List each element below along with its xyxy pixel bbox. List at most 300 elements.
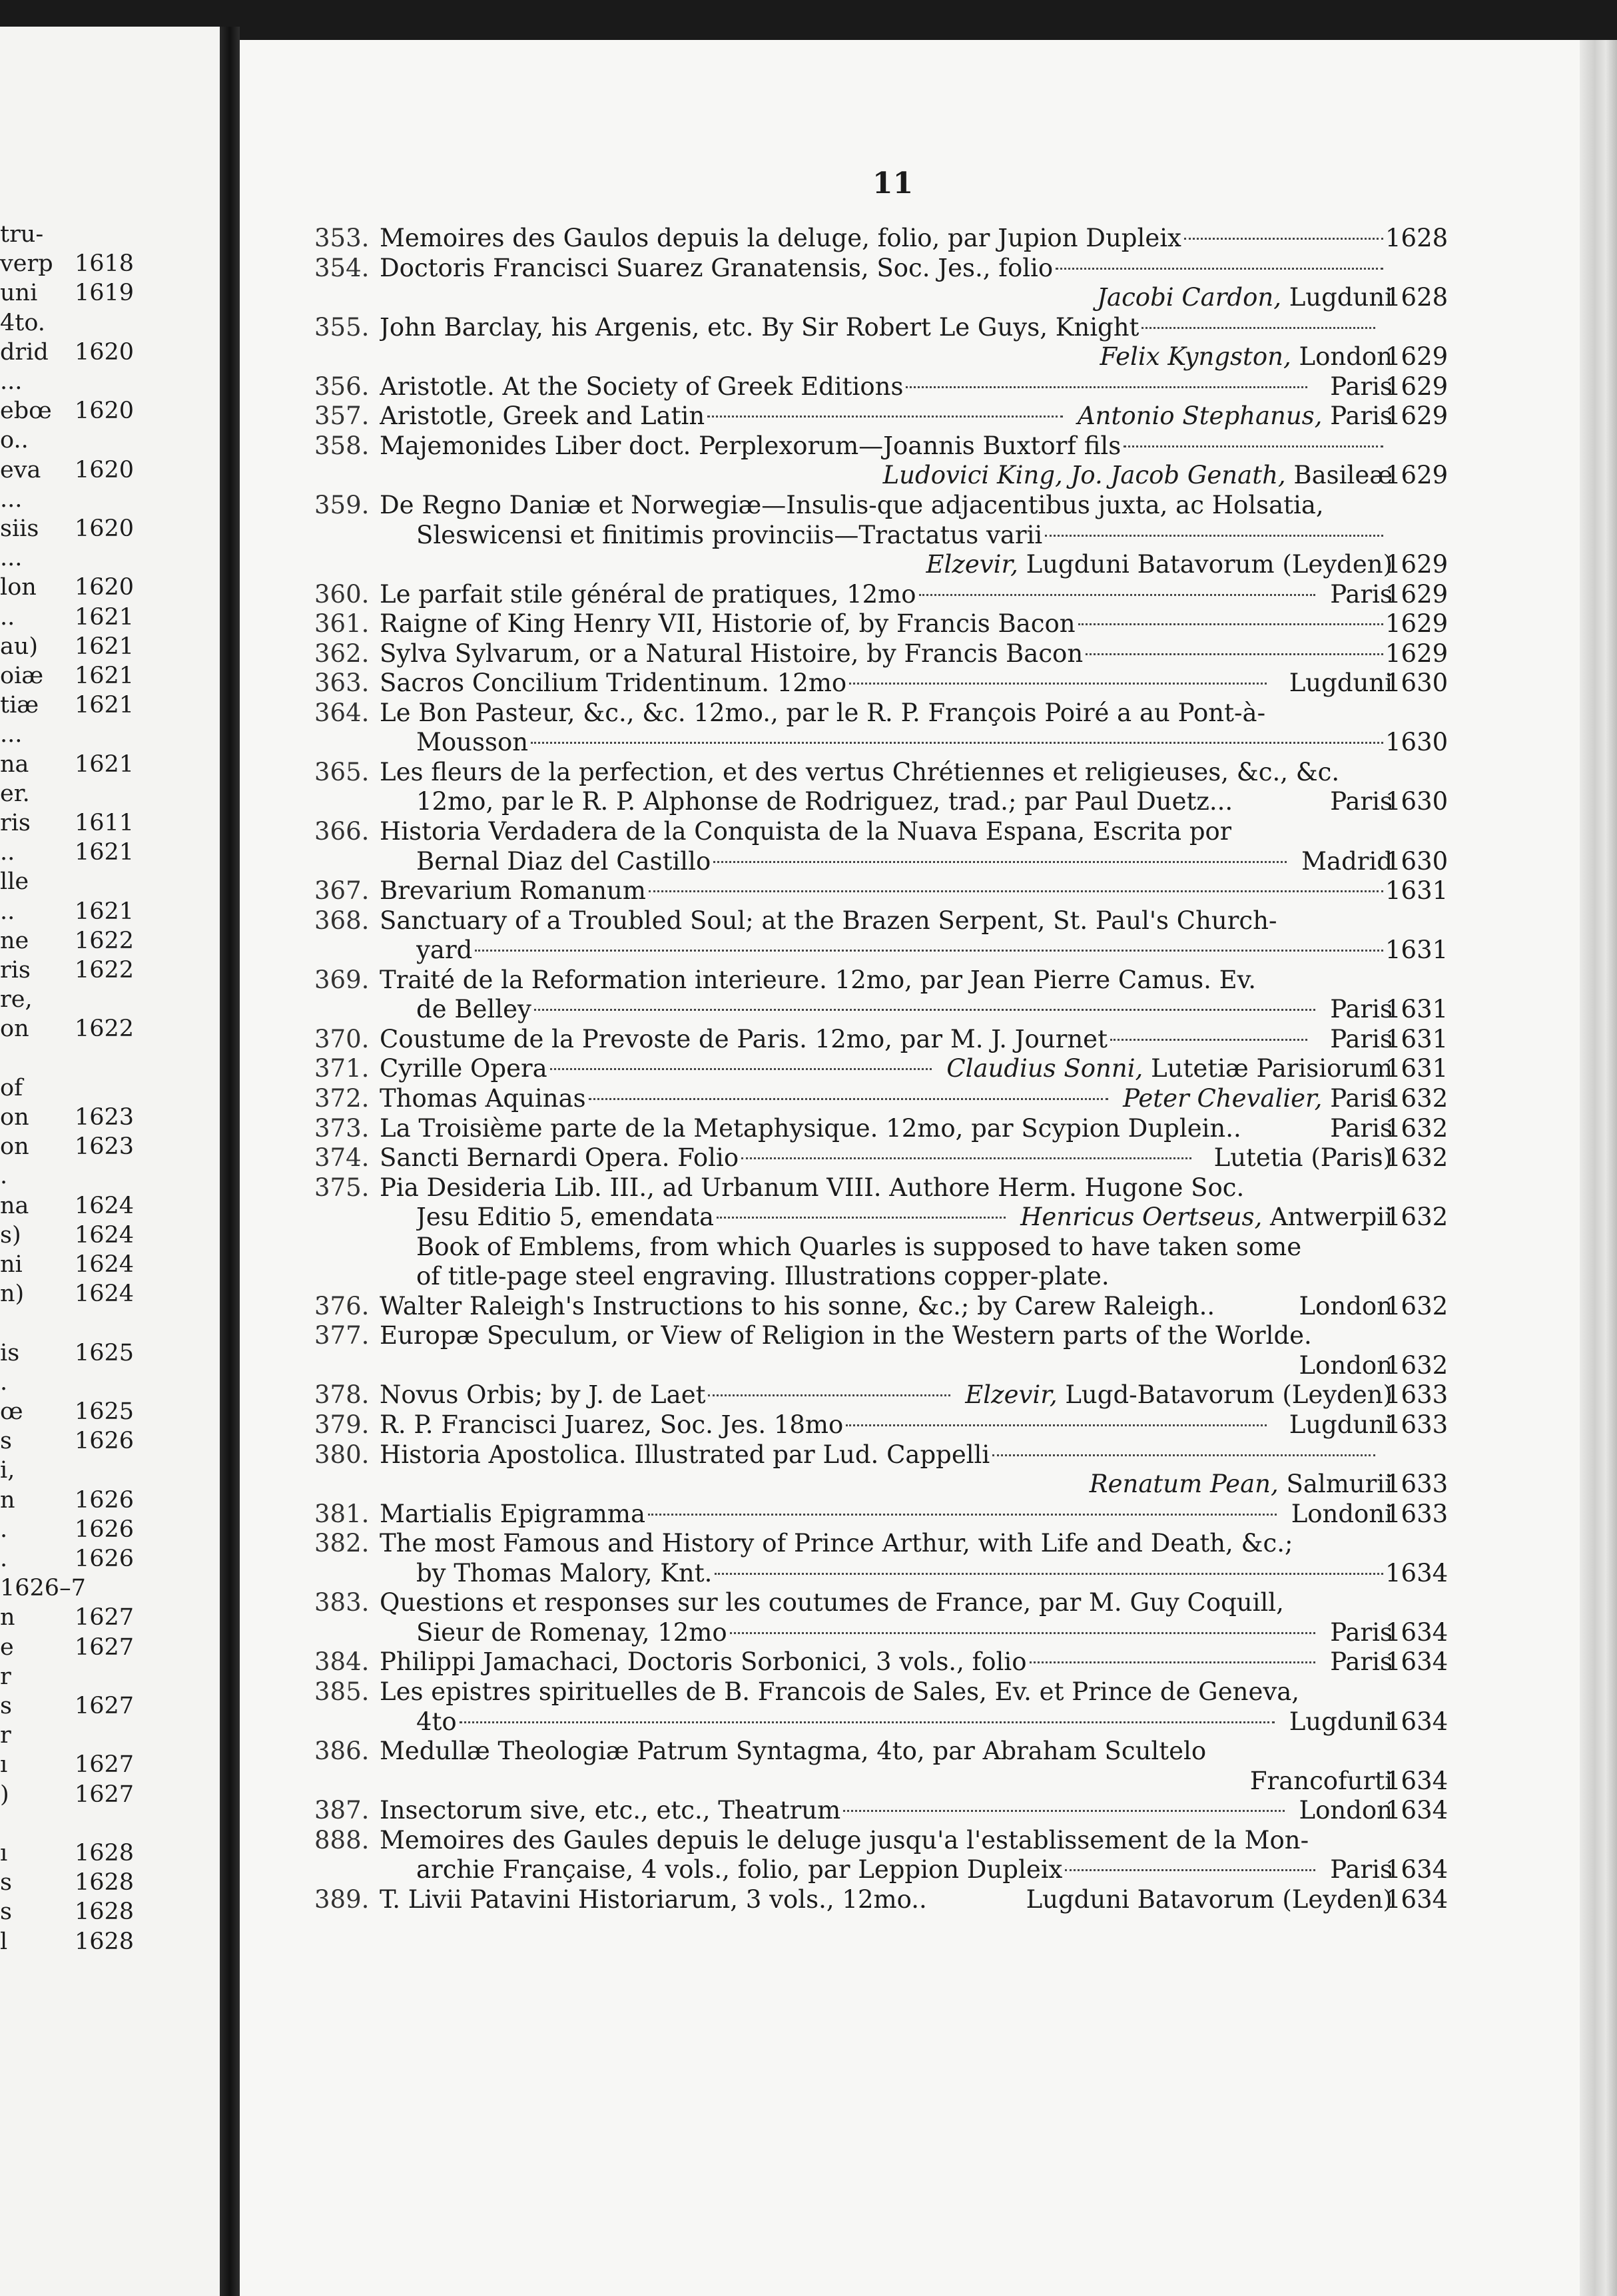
entry-number: 389. <box>314 1884 370 1914</box>
publisher-place: Ludovici King, Jo. Jacob Genath, Basileæ <box>882 461 1393 490</box>
fragment-word: ne <box>0 927 29 954</box>
catalogue-line <box>0 1795 1617 1826</box>
fragment-word: oiæ <box>0 663 44 689</box>
entry-text: Memoires des Gaules depuis le deluge jusqu'a l'establissement de la Mon- <box>380 1825 1309 1855</box>
fragment-word: . <box>0 1163 8 1190</box>
entry-text: Philippi Jamachaci, Doctoris Sorbonici, 3 vols., folio <box>380 1647 1318 1677</box>
entry-number: 359. <box>314 490 370 519</box>
entry-number: 356. <box>314 372 370 401</box>
entry-text: Sancti Bernardi Opera. Folio <box>380 1143 1194 1173</box>
catalogue-line <box>0 1736 1617 1767</box>
publisher-place: Paris <box>1330 579 1393 609</box>
fragment-word: au) <box>0 633 39 660</box>
dot-leader <box>717 1217 1006 1219</box>
fragment-year: 1627 <box>75 1781 135 1808</box>
fragment-word: ... <box>0 485 23 513</box>
entry-text: Sieur de Romenay, 12mo <box>416 1617 1318 1648</box>
publication-year: 1631 <box>1385 936 1449 965</box>
catalogue-line <box>0 1469 1617 1500</box>
publisher-place: Lugduni Batavorum (Leyden) <box>1026 1884 1393 1914</box>
publication-year: 1634 <box>1385 1558 1449 1587</box>
fragment-word: ... <box>0 545 23 572</box>
dot-leader <box>846 1424 1267 1426</box>
catalogue-line <box>0 1410 1617 1440</box>
fragment-year: 1624 <box>75 1221 135 1249</box>
publication-year: 1629 <box>1385 609 1449 639</box>
publication-year: 1629 <box>1385 402 1449 431</box>
fragment-word: na <box>0 1192 29 1219</box>
publisher-place: London <box>1299 1291 1393 1320</box>
publisher-place: Paris <box>1330 1113 1393 1143</box>
publication-year: 1630 <box>1385 846 1449 876</box>
entry-number: 354. <box>314 253 370 282</box>
catalogue-line <box>0 1707 1617 1737</box>
publication-year: 1633 <box>1385 1380 1449 1410</box>
entry-number: 386. <box>314 1737 370 1766</box>
catalogue-line <box>0 786 1617 817</box>
catalogue-line <box>0 639 1617 669</box>
publication-year: 1629 <box>1385 461 1449 490</box>
fragment-word: tru- <box>0 221 44 248</box>
fragment-word: ... <box>0 368 23 395</box>
entry-text: John Barclay, his Argenis, etc. By Sir Robert Le Guys, Knight <box>380 312 1378 343</box>
entry-text: Insectorum sive, etc., etc., Theatrum <box>380 1795 1287 1826</box>
fragment-year: 1621 <box>75 692 135 719</box>
publication-year: 1632 <box>1385 1203 1449 1232</box>
fragment-year: 1628 <box>75 1869 135 1896</box>
fragment-word: uni <box>0 280 38 307</box>
catalogue-line <box>0 1380 1617 1410</box>
entry-text: La Troisième parte de la Metaphysique. 12mo, par Scypion Duplein.. <box>380 1113 1241 1143</box>
catalogue-line <box>0 1053 1617 1084</box>
publisher-place: Felix Kyngston, London <box>1100 342 1393 372</box>
catalogue-line <box>0 1558 1617 1589</box>
catalogue-line <box>0 372 1617 402</box>
publisher-place: Antonio Stephanus, Paris <box>1077 402 1393 431</box>
fragment-year: 1621 <box>75 603 135 631</box>
fragment-year: 1628 <box>75 1928 135 1955</box>
catalogue-line <box>0 1587 1617 1618</box>
entry-text: Medullæ Theologiæ Patrum Syntagma, 4to, par Abraham Scultelo <box>380 1737 1207 1766</box>
publisher-place: Francofurti <box>1249 1766 1393 1795</box>
dot-leader <box>648 1514 1277 1516</box>
fragment-year: 1621 <box>75 898 135 925</box>
catalogue-line <box>0 1083 1617 1114</box>
catalogue-line <box>0 223 1617 254</box>
entry-text: Les fleurs de la perfection, et des vertus Chrétiennes et religieuses, &c., &c. <box>380 757 1340 786</box>
dot-leader <box>1065 1869 1315 1871</box>
dot-leader <box>1056 268 1383 270</box>
dot-leader <box>741 1157 1191 1159</box>
publication-year: 1629 <box>1385 550 1449 579</box>
dot-leader <box>1141 327 1375 329</box>
fragment-year: 1621 <box>75 633 135 660</box>
fragment-year: 1627 <box>75 1604 135 1631</box>
publication-year: 1634 <box>1385 1617 1449 1647</box>
catalogue-line <box>0 1499 1617 1530</box>
entry-text: Historia Verdadera de la Conquista de la Nuava Espana, Escrita por <box>380 817 1232 846</box>
entry-text: Aristotle. At the Society of Greek Editions <box>380 372 1310 402</box>
entry-text: of title-page steel engraving. Illustrations copper-plate. <box>416 1262 1110 1291</box>
fragment-word: is <box>0 1339 20 1366</box>
publication-year: 1631 <box>1385 1024 1449 1053</box>
entry-number: 376. <box>314 1291 370 1320</box>
fragment-word: na <box>0 750 29 778</box>
fragment-word: r <box>0 1663 11 1690</box>
fragment-year: 1628 <box>75 1898 135 1926</box>
publisher-place: Lugduni <box>1289 669 1393 698</box>
fragment-word: s <box>0 1693 12 1719</box>
entry-text: Book of Emblems, from which Quarles is supposed to have taken some <box>416 1232 1302 1261</box>
entry-text: Coustume de la Prevoste de Paris. 12mo, par M. J. Journet <box>380 1024 1310 1055</box>
catalogue-line <box>0 1884 1617 1915</box>
catalogue-line <box>0 253 1617 284</box>
entry-number: 373. <box>314 1113 370 1143</box>
fragment-year: 1627 <box>75 1633 135 1661</box>
entry-number: 355. <box>314 312 370 342</box>
fragment-year: 1626 <box>75 1546 135 1572</box>
dot-leader <box>730 1632 1316 1634</box>
catalogue-line <box>0 1766 1617 1797</box>
catalogue-line <box>0 609 1617 639</box>
fragment-word: l <box>0 1928 8 1955</box>
catalogue-line <box>0 1173 1617 1203</box>
fragment-word: s <box>0 1428 12 1455</box>
entry-text: Questions et responses sur les coutumes de France, par M. Guy Coquill, <box>380 1588 1284 1617</box>
fragment-word: lon <box>0 574 37 601</box>
fragment-word: lle <box>0 868 29 896</box>
publisher-place: Paris <box>1330 995 1393 1024</box>
entry-text: Thomas Aquinas <box>380 1083 1111 1114</box>
fragment-year: 1619 <box>75 280 135 307</box>
catalogue-line <box>0 1261 1617 1292</box>
catalogue-line <box>0 1232 1617 1263</box>
fragment-word: e <box>0 1633 14 1661</box>
catalogue-line <box>0 1350 1617 1381</box>
entry-text: Brevarium Romanum <box>380 876 1386 906</box>
catalogue-line <box>0 1202 1617 1233</box>
fragment-year: 1624 <box>75 1281 135 1308</box>
catalogue-line <box>0 1113 1617 1144</box>
entry-number: 380. <box>314 1440 370 1469</box>
fragment-year: 1626 <box>75 1516 135 1543</box>
catalogue-line <box>0 342 1617 372</box>
entry-number: 381. <box>314 1499 370 1528</box>
dot-leader <box>475 950 1383 952</box>
fragment-word: n <box>0 1604 15 1631</box>
publication-year: 1634 <box>1385 1796 1449 1825</box>
publication-year: 1633 <box>1385 1470 1449 1499</box>
entry-text: by Thomas Malory, Knt. <box>416 1558 1386 1589</box>
entry-text: de Belley <box>416 994 1318 1025</box>
catalogue-line <box>0 1617 1617 1648</box>
fragment-year: 1622 <box>75 957 135 984</box>
fragment-word: s) <box>0 1221 21 1249</box>
entry-text: Memoires des Gaulos depuis la deluge, folio, par Jupion Dupleix <box>380 223 1386 254</box>
publisher-place: Paris <box>1330 1024 1393 1053</box>
catalogue-line <box>0 935 1617 966</box>
fragment-year: 1623 <box>75 1133 135 1161</box>
dot-leader <box>1086 653 1383 655</box>
fragment-year: 1626 <box>75 1486 135 1514</box>
dot-leader <box>715 1573 1383 1575</box>
entry-text: yard <box>416 935 1386 966</box>
dot-leader <box>708 1394 950 1396</box>
publisher-place: Claudius Sonni, Lutetiæ Parisiorum <box>946 1054 1393 1083</box>
catalogue-line <box>0 1024 1617 1055</box>
publication-year: 1632 <box>1385 1291 1449 1320</box>
entry-text: Le parfait stile général de pratiques, 12mo <box>380 579 1318 610</box>
fragment-word: on <box>0 1015 29 1043</box>
entry-text: De Regno Daniæ et Norwegiæ—Insulis-que adjacentibus juxta, ac Holsatia, <box>380 490 1324 519</box>
fragment-year: 1627 <box>75 1693 135 1719</box>
publication-year: 1628 <box>1385 283 1449 312</box>
catalogue-line <box>0 816 1617 847</box>
fragment-word: ris <box>0 810 31 836</box>
publisher-place: Renatum Pean, Salmurii <box>1089 1470 1393 1499</box>
catalogue-line <box>0 282 1617 313</box>
fragment-word: r <box>0 1722 11 1749</box>
entry-number: 369. <box>314 965 370 994</box>
entry-text: Traité de la Reformation interieure. 12mo, par Jean Pierre Camus. Ev. <box>380 965 1256 994</box>
entry-text: Sylva Sylvarum, or a Natural Histoire, by Francis Bacon <box>380 639 1386 669</box>
publication-year: 1629 <box>1385 639 1449 668</box>
entry-text: Mousson <box>416 727 1386 758</box>
catalogue-line <box>0 460 1617 491</box>
catalogue-line <box>0 1143 1617 1173</box>
fragment-year: 1627 <box>75 1751 135 1779</box>
fragment-year: 1620 <box>75 456 135 483</box>
publication-year: 1634 <box>1385 1766 1449 1795</box>
catalogue-line <box>0 876 1617 906</box>
dot-leader <box>713 861 1287 863</box>
fragment-word: ı <box>0 1751 8 1779</box>
entry-number: 365. <box>314 757 370 786</box>
fragment-word: ) <box>0 1781 9 1808</box>
catalogue-line <box>0 579 1617 610</box>
entry-text: Novus Orbis; by J. de Laet <box>380 1380 953 1410</box>
publication-year: 1629 <box>1385 342 1449 372</box>
catalogue-line <box>0 698 1617 728</box>
publication-year: 1629 <box>1385 372 1449 401</box>
entry-number: 364. <box>314 698 370 727</box>
publisher-place: Londoni <box>1291 1499 1393 1528</box>
fragment-word: . <box>0 1546 8 1572</box>
fragment-year: 1624 <box>75 1251 135 1278</box>
publisher-place: Paris <box>1330 372 1393 401</box>
fragment-year: 1618 <box>75 250 135 278</box>
entry-number: 379. <box>314 1410 370 1439</box>
catalogue-line <box>0 1825 1617 1856</box>
entry-text: archie Française, 4 vols., folio, par Leppion Dupleix <box>416 1855 1318 1885</box>
entry-number: 357. <box>314 402 370 431</box>
entry-text: Le Bon Pasteur, &c., &c. 12mo., par le R. P. François Poiré a au Pont-à- <box>380 698 1266 727</box>
catalogue-line <box>0 520 1617 551</box>
catalogue-line <box>0 549 1617 580</box>
fragment-year: 1623 <box>75 1104 135 1131</box>
entry-text: Cyrille Opera <box>380 1053 934 1084</box>
publisher-place: London <box>1299 1796 1393 1825</box>
fragment-word: verp <box>0 250 53 278</box>
catalogue-line <box>0 727 1617 758</box>
publication-year: 1630 <box>1385 669 1449 698</box>
fragment-word: 1626–7 <box>0 1575 86 1602</box>
catalogue-line <box>0 1677 1617 1707</box>
publication-year: 1633 <box>1385 1499 1449 1528</box>
dot-leader <box>460 1721 1275 1723</box>
entry-text: Pia Desideria Lib. III., ad Urbanum VIII. Authore Herm. Hugone Soc. <box>380 1173 1245 1202</box>
entry-number: 363. <box>314 669 370 698</box>
fragment-year: 1621 <box>75 663 135 689</box>
dot-leader <box>1110 1039 1307 1041</box>
entry-text: 4to <box>416 1707 1277 1737</box>
publication-year: 1634 <box>1385 1647 1449 1677</box>
fragment-word: 4to. <box>0 309 45 336</box>
publication-year: 1632 <box>1385 1143 1449 1173</box>
entry-number: 384. <box>314 1647 370 1677</box>
fragment-year: 1620 <box>75 338 135 366</box>
fragment-word: s <box>0 1869 12 1896</box>
catalogue-line <box>0 668 1617 699</box>
fragment-word: ni <box>0 1251 23 1278</box>
fragment-year: 1621 <box>75 750 135 778</box>
fragment-year: 1626 <box>75 1428 135 1455</box>
fragment-year: 1621 <box>75 839 135 866</box>
publication-year: 1631 <box>1385 1054 1449 1083</box>
publisher-place: Lutetia (Paris) <box>1213 1143 1393 1173</box>
fragment-word: . <box>0 1516 8 1543</box>
publication-year: 1634 <box>1385 1855 1449 1884</box>
catalogue-line <box>0 846 1617 877</box>
publisher-place: London <box>1299 1350 1393 1380</box>
entry-text: Sanctuary of a Troubled Soul; at the Brazen Serpent, St. Paul's Church- <box>380 906 1277 935</box>
entry-text: The most Famous and History of Prince Arthur, with Life and Death, &c.; <box>380 1529 1293 1558</box>
fragment-word: drid <box>0 338 49 366</box>
entry-number: 888. <box>314 1825 370 1855</box>
publication-year: 1632 <box>1385 1113 1449 1143</box>
dot-leader <box>550 1068 932 1070</box>
fragment-word: s <box>0 1898 12 1926</box>
entry-text: Sleswicensi et finitimis provinciis—Tractatus varii <box>416 520 1386 551</box>
fragment-year: 1611 <box>75 810 135 836</box>
dot-leader <box>589 1098 1109 1100</box>
entry-text: Les epistres spirituelles de B. Francois de Sales, Ev. et Prince de Geneva, <box>380 1677 1300 1706</box>
entry-number: 382. <box>314 1529 370 1558</box>
catalogue-line <box>0 906 1617 936</box>
catalogue-line <box>0 1855 1617 1885</box>
fragment-word: ris <box>0 957 31 984</box>
entry-text: R. P. Francisci Juarez, Soc. Jes. 18mo <box>380 1410 1269 1440</box>
entry-number: 387. <box>314 1796 370 1825</box>
publication-year: 1630 <box>1385 787 1449 816</box>
fragment-word: on <box>0 1133 29 1161</box>
publication-year: 1631 <box>1385 876 1449 906</box>
dot-leader <box>707 416 1063 418</box>
publication-year: 1630 <box>1385 728 1449 757</box>
publisher-place: Jacobi Cardon, Lugduni <box>1097 283 1393 312</box>
publisher-place: Paris <box>1330 787 1393 816</box>
entry-number: 385. <box>314 1677 370 1706</box>
entry-number: 361. <box>314 609 370 639</box>
fragment-year: 1620 <box>75 398 135 425</box>
fragment-word: ebœ <box>0 398 52 425</box>
catalogue-line <box>0 965 1617 996</box>
publisher-place: Lugduni <box>1289 1410 1393 1439</box>
entry-number: 358. <box>314 431 370 460</box>
fragment-year: 1620 <box>75 515 135 542</box>
dot-leader <box>843 1810 1284 1812</box>
entry-number: 375. <box>314 1173 370 1202</box>
catalogue-line <box>0 1647 1617 1677</box>
entry-number: 378. <box>314 1380 370 1410</box>
dot-leader <box>849 683 1267 685</box>
dot-leader <box>906 386 1307 388</box>
entry-text: T. Livii Patavini Historiarum, 3 vols., 12mo.. <box>380 1884 927 1914</box>
publisher-place: Peter Chevalier, Paris <box>1123 1083 1393 1113</box>
publisher-place: Paris <box>1330 1647 1393 1677</box>
publisher-place: Henricus Oertseus, Antwerpii <box>1020 1203 1393 1232</box>
publisher-place: Madrid <box>1301 846 1393 876</box>
fragment-word: er. <box>0 780 30 807</box>
fragment-year: 1622 <box>75 927 135 954</box>
publication-year: 1628 <box>1385 224 1449 252</box>
fragment-year: 1625 <box>75 1339 135 1366</box>
fragment-word: n) <box>0 1281 25 1308</box>
fragment-year: 1628 <box>75 1840 135 1866</box>
fragment-year: 1625 <box>75 1398 135 1425</box>
catalogue-line <box>0 1320 1617 1351</box>
dot-leader <box>992 1454 1375 1456</box>
entry-text: Majemonides Liber doct. Perplexorum—Joannis Buxtorf fils <box>380 431 1386 461</box>
dot-leader <box>649 890 1383 892</box>
fragment-word: re, <box>0 986 33 1013</box>
publication-year: 1633 <box>1385 1410 1449 1439</box>
dot-leader <box>1184 238 1383 240</box>
entry-text: Martialis Epigramma <box>380 1499 1279 1530</box>
catalogue-line <box>0 757 1617 788</box>
entry-text: Aristotle, Greek and Latin <box>380 401 1066 431</box>
entry-number: 383. <box>314 1588 370 1617</box>
dot-leader <box>534 1009 1315 1011</box>
entry-text: Bernal Diaz del Castillo <box>416 846 1289 877</box>
entry-text: Raigne of King Henry VII, Historie of, by Francis Bacon <box>380 609 1386 639</box>
entry-text: Historia Apostolica. Illustrated par Lud. Cappelli <box>380 1440 1378 1470</box>
publication-year: 1634 <box>1385 1707 1449 1736</box>
fragment-word: siis <box>0 515 39 542</box>
fragment-word: .. <box>0 839 15 866</box>
fragment-word: .. <box>0 898 15 925</box>
dot-leader <box>1078 623 1383 625</box>
entry-number: 353. <box>314 224 370 252</box>
fragment-word: i, <box>0 1457 15 1484</box>
entry-number: 374. <box>314 1143 370 1173</box>
publisher-place: Paris <box>1330 1617 1393 1647</box>
fragment-word: eva <box>0 456 41 483</box>
dot-leader <box>919 594 1316 596</box>
dot-leader <box>1124 445 1383 447</box>
entry-text: Europæ Speculum, or View of Religion in the Western parts of the Worlde. <box>380 1321 1312 1350</box>
publisher-place: Paris <box>1330 1855 1393 1884</box>
publication-year: 1634 <box>1385 1884 1449 1914</box>
catalogue-line <box>0 1291 1617 1322</box>
fragment-year: 1620 <box>75 574 135 601</box>
entry-number: 362. <box>314 639 370 668</box>
catalogue-line <box>0 431 1617 461</box>
entry-text: Jesu Editio 5, emendata <box>416 1202 1008 1233</box>
catalogue-line <box>0 401 1617 431</box>
fragment-word: o.. <box>0 427 29 454</box>
fragment-year: 1624 <box>75 1192 135 1219</box>
